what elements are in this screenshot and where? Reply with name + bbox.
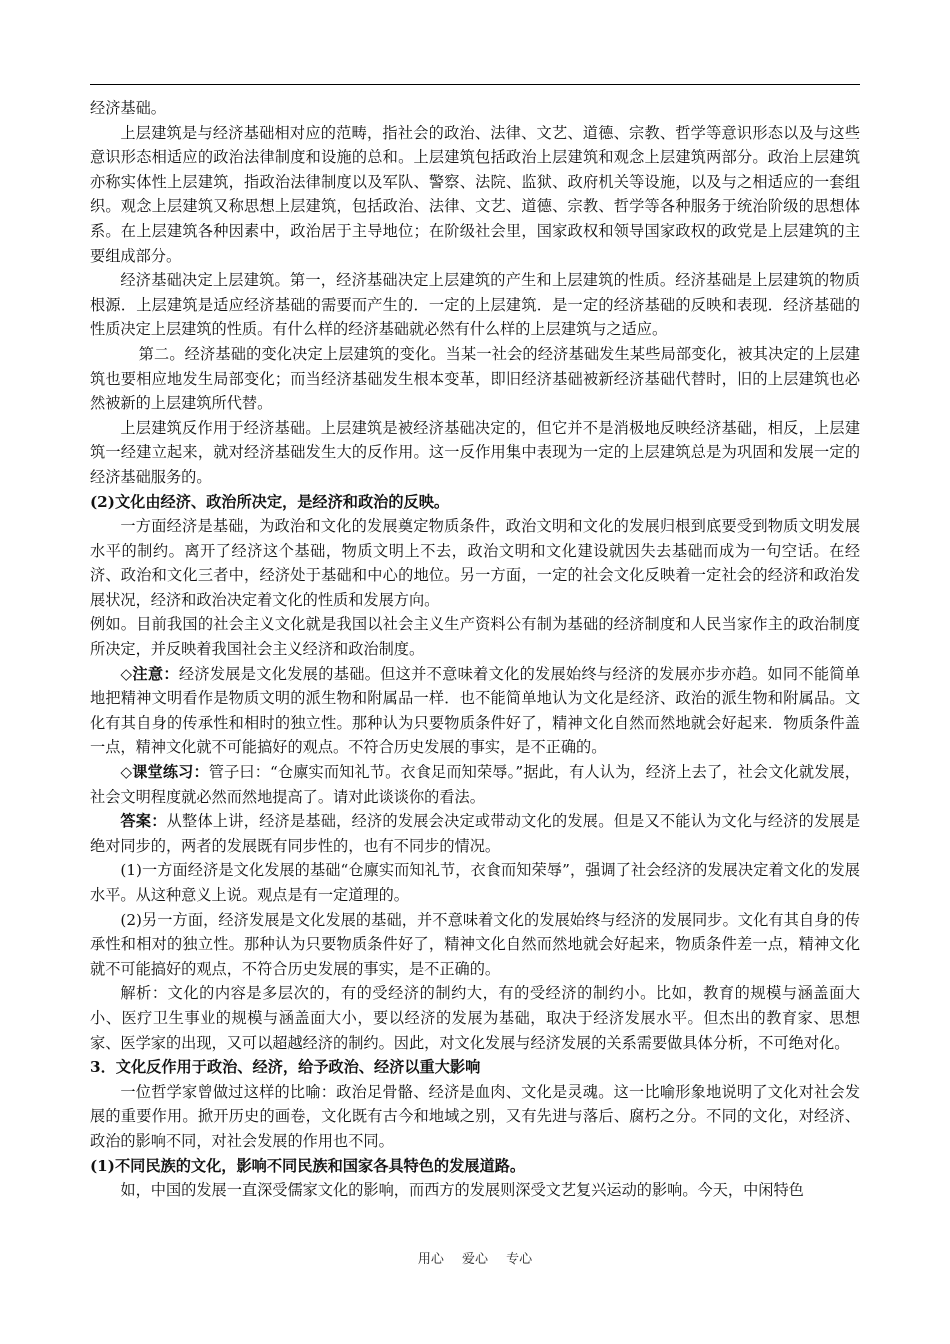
paragraph: (2)另一方面，经济发展是文化发展的基础，并不意味着文化的发展始终与经济的发展同步。文化有其自身的传承性和相对的独立性。那种认为只要物质条件好了，精神文化自然而然地就会好起来，物质条件差一点，精神文化就不可能搞好的观点，不符合历史发展的事实，是不正确的。 — [90, 910, 860, 978]
answer-paragraph — [90, 809, 860, 858]
paragraph: 如，中国的发展一直深受儒家文化的影响，而西方的发展则深受文艺复兴运动的影响。今天，中闲特色 — [120, 1181, 804, 1200]
paragraph: 经济基础。 — [90, 99, 166, 117]
page-footer: 用心 爱心 专心 — [417, 1252, 533, 1267]
answer-label: 答案： — [120, 812, 167, 831]
paragraph: 解析：文化的内容是多层次的，有的受经济的制约大，有的受经济的制约小。比如，教育的规模与涵盖面大小、医疗卫生事业的规模与涵盖面大小，要以经济的发展为基础，取决于经济发展水平。但杰出的教育家、思想家、医学家的出现，又可以超越经济的制约。因此，对文化发展与经济发展的关系需要做具体分析，不可绝对化。 — [90, 984, 860, 1052]
paragraph: (1)一方面经济是文化发展的基础“仓廪实而知礼节，衣食而知荣辱”，强调了社会经济的发展决定着文化的发展水平。从这种意义上说。观点是有一定道理的。 — [90, 861, 860, 904]
paragraph: 经济基础决定上层建筑。第一，经济基础决定上层建筑的产生和上层建筑的性质。经济基础是上层建筑的物质根源．上层建筑是适应经济基础的需要而产生的．一定的上层建筑．是一定的经济基础的反映和表现．经济基础的性质决定上层建筑的性质。有什么样的经济基础就必然有什么样的上层建筑与之适应。 — [90, 271, 860, 339]
header-rule — [90, 84, 860, 85]
answer-text: 从整体上讲，经济是基础，经济的发展会决定或带动文化的发展。但是又不能认为文化与经济的发展是绝对同步的，两者的发展既有同步性的，也有不同步的情况。 — [90, 812, 861, 855]
note-text: 经济发展是文化发展的基础。但这并不意味着文化的发展始终与经济的发展亦步亦趋。如同不能简单地把精神文明看作是物质文明的派生物和附属品一样．也不能简单地认为文化是经济、政治的派生物和附属品。文化有其自身的传承性和相时的独立性。那种认为只要物质条件好了，精神文化自然而然地就会好起来．物质条件盖一点，精神文化就不可能搞好的观点。不符合历史发展的事实，是不正确的。 — [90, 664, 861, 757]
note-label: ◇注意： — [120, 664, 179, 683]
paragraph: 一方面经济是基础，为政治和文化的发展奠定物质条件，政治文明和文化的发展归根到底要受到物质文明发展水平的制约。离开了经济这个基础，物质文明上不去，政治文明和文化建设就因失去基础而成为一句空话。在经济、政治和文化三者中，经济处于基础和中心的地位。另一方面，一定的社会文化反映着一定社会的经济和政治发展状况，经济和政治决定着文化的性质和发展方向。 — [90, 517, 860, 609]
exercise-label: ◇课堂练习： — [120, 763, 209, 782]
section-heading: 3．文化反作用于政治、经济，给予政治、经济以重大影响 — [90, 1058, 481, 1077]
paragraph: 一位哲学家曾做过这样的比喻：政治足骨骼、经济是血肉、文化是灵魂。这一比喻形象地说明了文化对社会发展的重要作用。掀开历史的画卷，文化既有古今和地域之别，又有先进与落后、腐朽之分。不同的文化，对经济、政治的影响不同，对社会发展的作用也不同。 — [90, 1082, 860, 1150]
section-heading: (1)不同民族的文化，影响不同民族和国家各具特色的发展道路。 — [90, 1156, 526, 1175]
exercise-text: 管子曰：“仓廪实而知礼节。衣食足而知荣辱。”据此，有人认为，经济上去了，社会文化就发展，社会文明程度就必然而然地提高了。请对此谈谈你的看法。 — [90, 763, 860, 806]
paragraph: 上层建筑反作用于经济基础。上层建筑是被经济基础决定的，但它并不是消极地反映经济基础，相反，上层建筑一经建立起来，就对经济基础发生大的反作用。这一反作用集中表现为一定的上层建筑总是为巩固和发展一定的经济基础服务的。 — [90, 418, 860, 486]
document-body — [90, 96, 860, 1203]
paragraph: 第二。经济基础的变化决定上层建筑的变化。当某一社会的经济基础发生某些局部变化，被其决定的上层建筑也要相应地发生局部变化；而当经济基础发生根本变革，即旧经济基础被新经济基础代替时，旧的上层建筑也必然被新的上层建筑所代替。 — [90, 344, 860, 413]
paragraph: 例如。目前我国的社会主义文化就是我国以社会主义生产资料公有制为基础的经济制度和人民当家作主的政治制度所决定，并反映着我国社会主义经济和政治制度。 — [90, 615, 860, 659]
exercise-paragraph — [90, 760, 860, 809]
section-heading: (2)文化由经济、政治所决定，是经济和政治的反映。 — [90, 492, 450, 511]
note-paragraph — [90, 662, 860, 760]
paragraph: 上层建筑是与经济基础相对应的范畴，指社会的政治、法律、文艺、道德、宗教、哲学等意识形态以及与这些意识形态相适应的政治法律制度和设施的总和。上层建筑包括政治上层建筑和观念上层建筑两部分。政治上层建筑亦称实体性上层建筑，指政治法律制度以及军队、警察、法院、监狱、政府机关等设施，以及与之相适应的一套组织。观念上层建筑又称思想上层建筑，包括政治、法律、文艺、道德、宗教、哲学等各种服务于统治阶级的思想体系。在上层建筑各种因素中，政治居于主导地位；在阶级社会里，国家政权和领导国家政权的政党是上层建筑的主要组成部分。 — [90, 123, 860, 265]
